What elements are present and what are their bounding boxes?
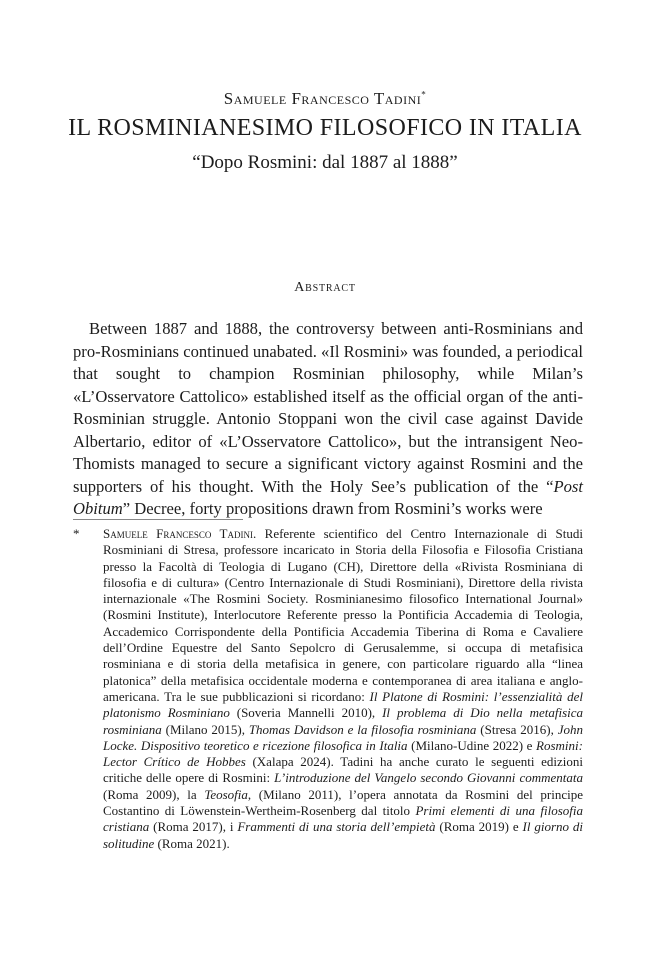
author-name <box>0 89 650 109</box>
footnote-p2: (Soveria Mannelli 2010), <box>229 705 383 721</box>
footnote-book-7: Teosofia <box>204 786 248 802</box>
abstract-italic-1: Post Obitum <box>73 476 583 518</box>
footnote-p3: (Milano 2015), <box>161 721 249 737</box>
abstract-text-1: Between 1887 and 1888, the controversy between anti-Rosminians and pro-Rosminians continued unabated. «Il Rosmini» was founded, a periodical that sought to champion Rosminian philosophy, while Milan’s «L’Osservatore Cattolico» established itself as the official organ of the anti-Rosminian struggle. Antonio Stoppani won the civil case against Davide Albertario, editor of «L’Osservatore Cattolico», but the intransigent Neo-Thomists managed to secure a significant victory against Rosmini and the supporters of his thought. With the Holy See’s publication of the “ <box>73 319 583 496</box>
author-name-text: Samuele Francesco Tadini <box>223 89 422 108</box>
footnote-p6: (Xalapa 2024). Tadini ha anche curato le seguenti edizioni critiche delle opere di Rosmini: <box>103 754 584 786</box>
footnote-p7: (Roma 2009), la <box>103 786 205 802</box>
footnote-book-10: Il giorno di solitudine <box>103 819 583 851</box>
footnote-text <box>103 526 583 852</box>
footnote-author-name: Samuele Francesco Tadini <box>103 526 253 541</box>
footnote-book-8: Primi elementi di una filosofia cristiana <box>103 803 583 835</box>
abstract-body <box>73 318 583 521</box>
footnote-book-9: Frammenti di una storia dell’empietà <box>237 819 436 835</box>
footnote-p10: (Roma 2019) e <box>435 819 523 835</box>
footnote-mark: * <box>73 526 80 541</box>
footnote-p5: (Milano-Udine 2022) e <box>407 737 537 753</box>
paper-subtitle: “Dopo Rosmini: dal 1887 al 1888” <box>192 152 458 173</box>
footnote-p8: , (Milano 2011), l’opera annotata da Rosmini del principe Costantino di Löwenstein-Wertheim-Rosenberg dal titolo <box>103 786 584 819</box>
abstract-heading: Abstract <box>294 280 356 295</box>
paper-title: IL ROSMINIANESIMO FILOSOFICO IN ITALIA <box>68 115 582 141</box>
footnote-p4: (Stresa 2016), <box>476 721 558 737</box>
footnote-divider <box>73 519 243 520</box>
abstract-text-2: ” Decree, forty propositions drawn from Rosmini’s works were <box>122 499 543 518</box>
footnote-book-4: John Locke. Dispositivo teoretico e ricezione filosofica in Italia <box>103 721 583 753</box>
footnote-book-2: Il problema di Dio nella metafisica rosminiana <box>103 705 584 737</box>
author-footnote-mark[interactable]: * <box>421 89 427 100</box>
footnote-book-3: Thomas Davidson e la filosofia rosminiana <box>248 721 477 737</box>
footnote-p9: (Roma 2017), i <box>149 819 238 835</box>
footnote-book-1: Il Platone di Rosmini: l’essenzialità del platonismo Rosminiano <box>103 688 583 721</box>
footnote <box>73 526 583 852</box>
footnote-p11: (Roma 2021). <box>154 835 230 851</box>
footnote-p1: . Referente scientifico del Centro Internazionale di Studi Rosminiani di Stresa, professore incaricato in Storia della Filosofia e Filosofia Cristiana presso la Facoltà di Teologia di Lugano (CH), Direttore della «Rivista Rosminiana di filosofia e di cultura» (Centro Internazionale di Studi Rosminiani), Direttore della rivista internazionale «The Rosmini Society. Rosminianesimo filosofico International Journal» (Rosmini Institute), Interlocutore Referente presso la Pontificia Accademia di Teologia, Accademico Corrispondente della Pontificia Accademia Tiberina di Roma e Cavaliere dell’Ordine Equestre del Santo Sepolcro di Gerusalemme, si occupa di metafisica rosminiana e di storia della metafisica in genere, con particolare riguardo alla “linea platonica” della metafisica occidentale moderna e contemporanea di area italiana e anglo-americana. Tra le sue pubblicazioni si ricordano: <box>103 526 583 704</box>
footnote-book-6: L’introduzione del Vangelo secondo Giovanni commentata <box>274 770 583 786</box>
footnote-book-5: Rosmini: Lector Crítico de Hobbes <box>103 737 583 770</box>
